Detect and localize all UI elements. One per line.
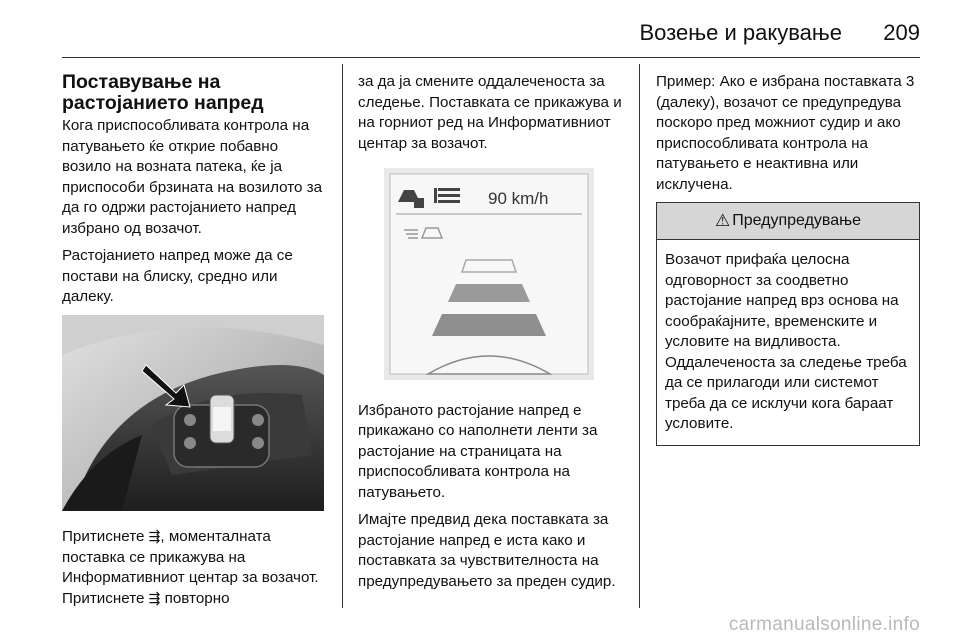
distance-bar-3 [432, 314, 546, 336]
column-3 [656, 72, 922, 446]
watermark: carmanualsonline.info [728, 614, 920, 635]
paragraph: Пример: Ако е избрана поставката 3 (далеку), возачот се предупредува поскоро пред можниот судир и ако приспособливата контрола на патувањето е неактивна или исклучена. [656, 73, 915, 193]
paragraph: Имајте предвид дека поставката за растојание напред е иста како и поставката за чувствителноста на предупредувањето за преден судир. [358, 511, 616, 590]
distance-button-icon: ⇶ [148, 529, 161, 545]
display-figure [384, 168, 630, 387]
distance-bar-2 [448, 284, 530, 302]
paragraph: Притиснете ⇶, моменталната поставка се прикажува на Информативниот центар за возачот. Притиснете ⇶ повторно [62, 528, 319, 607]
column-divider-2 [639, 64, 640, 608]
driver-info-display [384, 168, 594, 380]
column-divider-1 [342, 64, 343, 608]
chapter-title: Возење и ракување [639, 20, 842, 45]
column-1 [62, 72, 328, 616]
section-heading: Поставување на растојанието напред [62, 71, 264, 114]
paragraph: Избраното растојание напред е прикажано со наполнети ленти за растојание на страницата на приспособливата контрола на патувањето. [358, 401, 598, 501]
distance-button-icon: ⇶ [148, 590, 161, 607]
paragraph: Кога приспособливата контрола на патувањето ќе открие побавно возило на возната патека, ќе ја приспособи брзината на возилото за да го одржи растојанието напред избрано од возачот. [62, 117, 323, 237]
steering-wheel-illustration [62, 315, 324, 511]
warning-icon: ⚠ [714, 210, 731, 230]
column-2 [358, 72, 630, 599]
display-speed: 90 km/h [488, 189, 549, 208]
warning-title: Предупредување [732, 211, 862, 229]
paragraph: за да ја смените оддалеченоста за следење. Поставката се прикажува и на горниот ред на Информативниот центар за возачот. [358, 73, 622, 152]
warning-box [656, 202, 920, 446]
warning-text: Возачот прифаќа целосна одговорност за соодветно растојание напред врз основа на сообраќајните, временските и условите на видливоста. Оддалеченоста за следење треба да се прилагоди или системот треба да се исклучи кога бараат условите. [665, 251, 907, 432]
page-number: 209 [883, 20, 920, 45]
steering-wheel-figure [62, 315, 328, 518]
paragraph: Растојанието напред може да се постави на блиску, средно или далеку. [62, 247, 293, 305]
warning-header [657, 203, 919, 240]
header-rule [62, 57, 920, 58]
page-header [0, 0, 960, 58]
